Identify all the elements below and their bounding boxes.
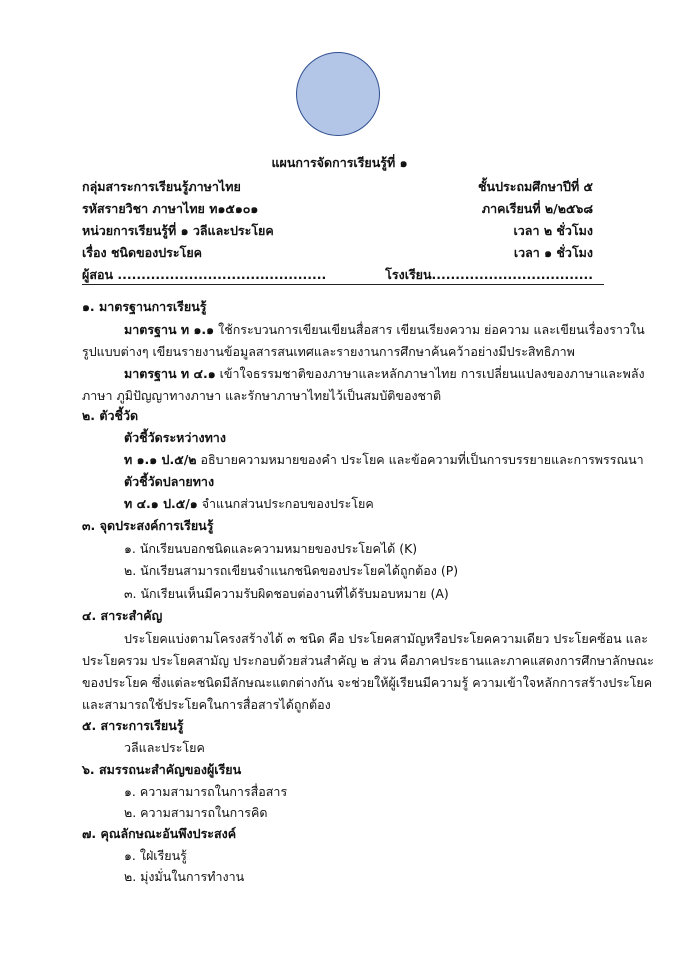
- attribute-item: ๒. มุ่งมั่นในการทำงาน: [124, 869, 245, 884]
- final-indicator-text: จำแนกส่วนประกอบของประโยค: [201, 496, 374, 511]
- section-7-heading: ๗. คุณลักษณะอันพึงประสงค์: [82, 826, 237, 841]
- section-2-heading: ๒. ตัวชี้วัด: [82, 408, 139, 423]
- subject-group: กลุ่มสาระการเรียนรู้ภาษาไทย: [82, 179, 241, 194]
- school-field: โรงเรียน..................................: [385, 267, 593, 282]
- competency-item: ๑. ความสามารถในการสื่อสาร: [124, 784, 288, 799]
- school-logo: [296, 52, 380, 136]
- grade-level: ชั้นประถมศึกษาปีที่ ๕: [478, 179, 593, 194]
- section-6-heading: ๖. สมรรถนะสำคัญของผู้เรียน: [82, 762, 242, 777]
- lesson-topic: เรื่อง ชนิดของประโยค: [82, 245, 203, 260]
- midway-indicator-heading: ตัวชี้วัดระหว่างทาง: [124, 430, 226, 445]
- key-concept-line: ประโยคแบ่งตามโครงสร้างได้ ๓ ชนิด คือ ประโยคสามัญหรือประโยคความเดียว ประโยคซ้อน และ: [124, 631, 649, 646]
- topic-duration: เวลา ๑ ชั่วโมง: [513, 245, 593, 260]
- course-code: รหัสรายวิชา ภาษาไทย ท๑๕๑๐๑: [82, 201, 259, 216]
- learning-unit: หน่วยการเรียนรู้ที่ ๑ วลีและประโยค: [82, 223, 274, 238]
- midway-indicator-text: อธิบายความหมายของคำ ประโยค และข้อความที่เป็นการบรรยายและการพรรณนา: [200, 452, 644, 467]
- teacher-field: ผู้สอน ............................................: [82, 267, 327, 282]
- objective-item: ๒. นักเรียนสามารถเขียนจำแนกชนิดของประโยคได้ถูกต้อง (P): [124, 563, 459, 578]
- standard-1-continuation: รูปแบบต่างๆ เขียนรายงานข้อมูลสารสนเทศและรายงานการศึกษาค้นคว้าอย่างมีประสิทธิภาพ: [82, 344, 575, 359]
- key-concept-line: และสามารถใช้ประโยคในการสื่อสารได้ถูกต้อง: [82, 697, 331, 712]
- final-indicator-code: ท ๔.๑ ป.๕/๑: [124, 496, 198, 511]
- section-3-heading: ๓. จุดประสงค์การเรียนรู้: [82, 518, 214, 533]
- objective-item: ๑. นักเรียนบอกชนิดและความหมายของประโยคได้ (K): [124, 541, 418, 556]
- final-indicator: [124, 494, 374, 514]
- standard-2-continuation: ภาษา ภูมิปัญญาทางภาษา และรักษาภาษาไทยไว้เป็นสมบัติของชาติ: [82, 388, 442, 403]
- semester: ภาคเรียนที่ ๒/๒๕๖๘: [481, 201, 593, 216]
- standard-1-text: ใช้กระบวนการเขียนเขียนสื่อสาร เขียนเรียงความ ย่อความ และเขียนเรื่องราวใน: [218, 322, 645, 337]
- section-5-heading: ๕. สาระการเรียนรู้: [82, 718, 184, 733]
- section-1-heading: ๑. มาตรฐานการเรียนรู้: [82, 299, 207, 314]
- standard-1-line: [124, 320, 645, 340]
- learning-content: วลีและประโยค: [124, 740, 205, 755]
- standard-2-text: เข้าใจธรรมชาติของภาษาและหลักภาษาไทย การเปลี่ยนแปลงของภาษาและพลัง: [219, 366, 645, 381]
- section-4-heading: ๔. สาระสำคัญ: [82, 608, 163, 623]
- competency-item: ๒. ความสามารถในการคิด: [124, 805, 268, 820]
- standard-1-label: มาตรฐาน ท ๑.๑: [124, 322, 215, 337]
- final-indicator-heading: ตัวชี้วัดปลายทาง: [124, 474, 215, 489]
- objective-item: ๓. นักเรียนเห็นมีความรับผิดชอบต่องานที่ได้รับมอบหมาย (A): [124, 586, 449, 601]
- key-concept-line: ของประโยค ซึ่งแต่ละชนิดมีลักษณะแตกต่างกัน จะช่วยให้ผู้เรียนมีความรู้ ความเข้าใจหลักการสร้างประโยค: [82, 675, 653, 690]
- attribute-item: ๑. ใฝ่เรียนรู้: [124, 848, 187, 863]
- standard-2-label: มาตรฐาน ท ๔.๑: [124, 366, 216, 381]
- unit-duration: เวลา ๒ ชั่วโมง: [513, 223, 593, 238]
- standard-2-line: [124, 364, 645, 384]
- header-divider: [82, 284, 604, 285]
- document-title: แผนการจัดการเรียนรู้ที่ ๑: [271, 155, 408, 170]
- key-concept-line: ประโยครวม ประโยคสามัญ ประกอบด้วยส่วนสำคัญ ๒ ส่วน คือภาคประธานและภาคแสดงการศึกษาลักษณะ: [82, 653, 654, 668]
- midway-indicator: [124, 450, 644, 470]
- midway-indicator-code: ท ๑.๑ ป.๕/๒: [124, 452, 197, 467]
